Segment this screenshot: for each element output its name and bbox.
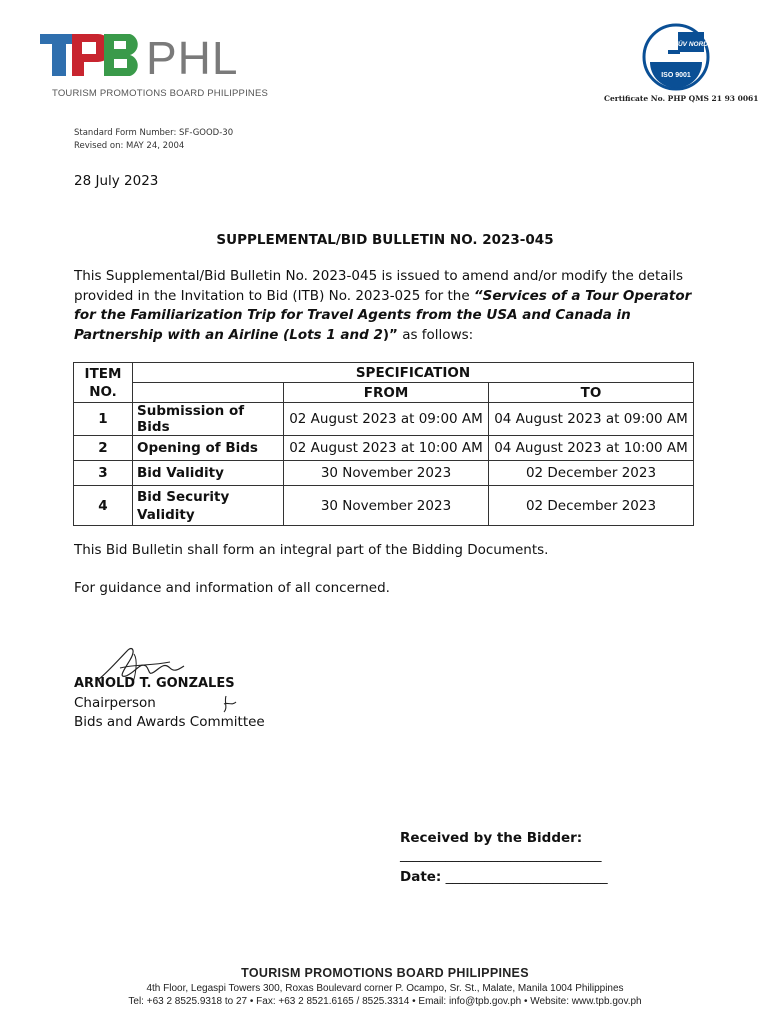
tuv-nord-label: TÜV NORD (674, 41, 708, 48)
revised-on: Revised on: MAY 24, 2004 (74, 141, 185, 151)
table-row (74, 403, 694, 436)
header-specification: SPECIFICATION (133, 363, 694, 383)
intro-project-title: “Services of a Tour Operator for the Familiarization Trip for Travel Agents from the USA and Canada in Partnership with an Airline (Lots 1 and 2 (74, 287, 692, 343)
date-line: ________________________ (445, 869, 608, 885)
row-from: 02 August 2023 at 09:00 AM (284, 403, 489, 436)
intro-paragraph (74, 267, 698, 345)
svg-text:PHL: PHL (146, 32, 239, 84)
date-label: Date: (400, 869, 442, 885)
table-row (74, 436, 694, 461)
header-from: FROM (284, 383, 489, 403)
form-number: Standard Form Number: SF-GOOD-30 (74, 128, 234, 138)
row-label: Opening of Bids (133, 436, 284, 461)
intro-quote-close: )” (382, 326, 398, 343)
row-label: Submission of Bids (133, 403, 284, 436)
signatory-committee: Bids and Awards Committee (74, 714, 265, 730)
row-from: 30 November 2023 (284, 461, 489, 486)
row-label: Bid Security Validity (133, 486, 284, 526)
tuv-iso-icon (638, 22, 714, 92)
tuv-certification-logo (638, 22, 714, 92)
row-item-no: 3 (74, 461, 133, 486)
receipt-date (400, 869, 608, 885)
header-blank (133, 383, 284, 403)
header-item-no: ITEM NO. (74, 363, 133, 403)
guidance-statement: For guidance and information of all concerned. (74, 580, 390, 596)
header-to: TO (489, 383, 694, 403)
iso-label: ISO 9001 (661, 72, 691, 79)
footer-contact: Tel: +63 2 8525.9318 to 27 • Fax: +63 2 8521.6165 / 8525.3314 • Email: info@tpb.gov.ph • Website: www.tpb.gov.ph (128, 996, 642, 1007)
intro-text-3: as follows: (397, 326, 474, 343)
signatory-name: ARNOLD T. GONZALES (74, 676, 235, 691)
certificate-number: Certificate No. PHP QMS 21 93 0061 (604, 94, 759, 103)
initials-drawing (220, 694, 240, 714)
closing-statement: This Bid Bulletin shall form an integral part of the Bidding Documents. (74, 542, 549, 558)
row-label: Bid Validity (133, 461, 284, 486)
footer-org-name: TOURISM PROMOTIONS BOARD PHILIPPINES (241, 966, 529, 980)
bulletin-title: SUPPLEMENTAL/BID BULLETIN NO. 2023-045 (216, 232, 554, 248)
specification-table (73, 362, 694, 526)
row-to: 04 August 2023 at 10:00 AM (489, 436, 694, 461)
row-from: 30 November 2023 (284, 486, 489, 526)
signatory-title: Chairperson (74, 695, 156, 711)
received-by-label: Received by the Bidder: (400, 830, 583, 846)
row-to: 02 December 2023 (489, 486, 694, 526)
row-from: 02 August 2023 at 10:00 AM (284, 436, 489, 461)
table-row (74, 486, 694, 526)
tpb-logo-mark (32, 28, 280, 88)
letter-date: 28 July 2023 (74, 173, 159, 189)
row-item-no: 2 (74, 436, 133, 461)
row-item-no: 4 (74, 486, 133, 526)
received-signature-line: _______________________________ (400, 848, 602, 863)
footer-address: 4th Floor, Legaspi Towers 300, Roxas Boulevard corner P. Ocampo, Sr. St., Malate, Manila 1004 Philippines (146, 983, 624, 994)
row-to: 02 December 2023 (489, 461, 694, 486)
table-row (74, 461, 694, 486)
row-to: 04 August 2023 at 09:00 AM (489, 403, 694, 436)
logo-caption: TOURISM PROMOTIONS BOARD PHILIPPINES (52, 88, 269, 99)
intro-text-1: This Supplemental/Bid Bulletin No. 2023-045 is issued to amend and/or modify the details provided in the Invitation to Bid (ITB) No. 2023-025 for the (74, 268, 684, 304)
row-item-no: 1 (74, 403, 133, 436)
